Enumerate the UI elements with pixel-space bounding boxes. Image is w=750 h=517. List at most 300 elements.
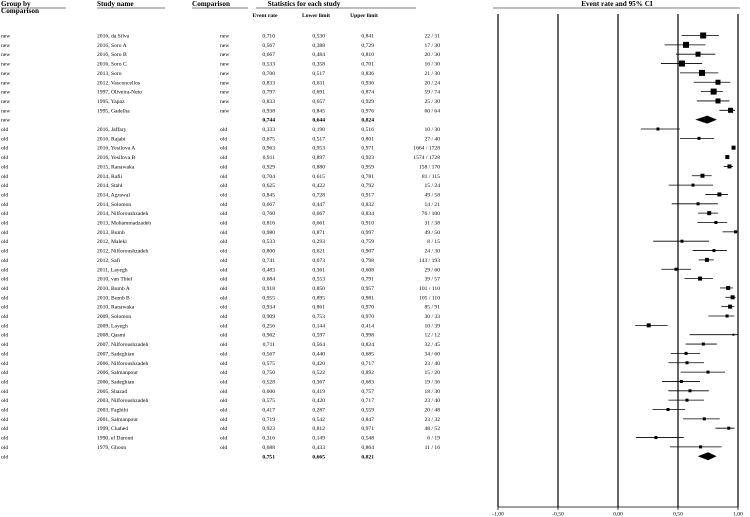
point-estimate xyxy=(699,70,705,76)
row-study-name: 2012, Vasconcellos xyxy=(97,80,141,87)
table-row xyxy=(1,99,440,105)
row-event-rate: 0,980 xyxy=(262,229,275,236)
row-event-rate: 0,704 xyxy=(262,173,275,180)
row-total: 20 / 24 xyxy=(424,80,440,87)
table-row xyxy=(1,126,440,133)
table-row xyxy=(1,183,440,189)
row-event-rate: 0,333 xyxy=(262,127,275,133)
row-lower-limit: 0,484 xyxy=(312,52,325,59)
row-study-name: 1995, Yapaz xyxy=(97,98,125,105)
table-row xyxy=(1,286,440,292)
row-event-rate: 0,528 xyxy=(262,379,275,386)
row-upper-limit: 0,516 xyxy=(361,127,374,133)
row-lower-limit: 0,144 xyxy=(312,323,325,330)
row-group: old xyxy=(1,145,9,152)
row-event-rate: 0,934 xyxy=(262,304,275,311)
row-total: 20 / 30 xyxy=(424,52,440,59)
row-comparison: old xyxy=(220,155,228,162)
row-group: old xyxy=(1,257,9,264)
point-estimate xyxy=(683,42,689,48)
row-group: old xyxy=(1,323,9,330)
row-lower-limit: 0,753 xyxy=(312,314,325,320)
row-upper-limit: 0,683 xyxy=(361,379,374,386)
row-total: 105 / 110 xyxy=(419,295,440,302)
row-lower-limit: 0,517 xyxy=(312,70,325,77)
row-total: 85 / 91 xyxy=(424,304,440,311)
row-event-rate: 0,750 xyxy=(262,370,275,377)
row-group: old xyxy=(1,398,9,405)
row-event-rate: 0,929 xyxy=(262,164,275,171)
row-lower-limit: 0,673 xyxy=(312,257,325,264)
row-event-rate: 0,797 xyxy=(262,89,275,96)
row-event-rate: 0,684 xyxy=(262,276,275,283)
table-row xyxy=(1,43,440,49)
row-lower-limit: 0,420 xyxy=(312,360,325,367)
point-estimate xyxy=(732,146,736,150)
point-estimate xyxy=(703,417,706,420)
row-total: 25 / 30 xyxy=(424,98,440,105)
row-total: 27 / 40 xyxy=(424,136,440,143)
row-total: 20 / 48 xyxy=(424,407,440,414)
point-estimate xyxy=(727,427,730,430)
row-upper-limit: 0,936 xyxy=(361,80,374,87)
row-lower-limit: 0,895 xyxy=(312,295,325,302)
table-rows xyxy=(1,34,440,461)
row-study-name: 2016, Soro B xyxy=(97,52,127,59)
row-comparison: old xyxy=(220,323,228,330)
row-upper-limit: 0,981 xyxy=(361,295,374,302)
point-estimate xyxy=(728,305,732,309)
row-upper-limit: 0,717 xyxy=(361,360,374,367)
row-group: old xyxy=(1,416,9,423)
header-event-rate: Event rate xyxy=(252,13,278,19)
row-lower-limit: 0,691 xyxy=(312,89,325,96)
table-row xyxy=(1,341,440,348)
row-upper-limit: 0,841 xyxy=(361,33,374,40)
row-total: 81 / 115 xyxy=(421,173,440,180)
row-event-rate: 0,711 xyxy=(262,342,275,349)
row-upper-limit: 0,874 xyxy=(361,89,374,96)
row-total: 17 / 30 xyxy=(424,42,440,49)
table-row xyxy=(1,80,440,86)
point-estimate xyxy=(715,80,720,85)
row-study-name: 2010, van Thiel xyxy=(97,276,133,283)
row-group: old xyxy=(1,295,9,302)
x-tick-label: 0,50 xyxy=(673,511,683,517)
row-study-name: 2014, Agrawal xyxy=(97,192,130,199)
table-row xyxy=(1,397,440,404)
row-study-name: 2009, Layegh xyxy=(97,323,128,330)
row-comparison: old xyxy=(220,201,228,208)
row-group: old xyxy=(1,267,9,274)
table-row xyxy=(1,389,440,395)
row-upper-limit: 0,821 xyxy=(361,454,374,461)
point-estimate xyxy=(727,164,731,168)
row-study-name: 2012, Safi xyxy=(97,257,120,264)
row-total: 29 / 60 xyxy=(424,267,440,274)
table-row xyxy=(1,192,440,198)
point-estimate xyxy=(726,315,729,318)
row-comparison: old xyxy=(220,183,228,190)
x-tick-label: 0,00 xyxy=(613,511,623,517)
row-total: 39 / 57 xyxy=(424,276,440,283)
row-group: old xyxy=(1,127,9,133)
row-comparison: new xyxy=(220,80,230,87)
row-group: old xyxy=(1,342,9,349)
table-row xyxy=(1,360,440,367)
row-upper-limit: 0,781 xyxy=(361,173,374,180)
row-study-name: 2008, Qasmi xyxy=(97,332,126,339)
row-lower-limit: 0,433 xyxy=(312,444,325,451)
row-upper-limit: 0,685 xyxy=(361,351,374,358)
row-comparison: old xyxy=(220,229,228,236)
row-lower-limit: 0,615 xyxy=(312,173,325,180)
point-estimate xyxy=(702,343,705,346)
point-estimate xyxy=(700,33,706,39)
row-group: old xyxy=(1,407,9,414)
row-group: old xyxy=(1,211,9,218)
point-estimate xyxy=(692,184,695,187)
row-lower-limit: 0,845 xyxy=(312,108,325,115)
point-estimate xyxy=(725,155,729,159)
row-upper-limit: 0,757 xyxy=(361,388,374,395)
row-comparison: old xyxy=(220,211,228,218)
row-upper-limit: 0,907 xyxy=(361,248,374,255)
row-total: 21 / 30 xyxy=(424,70,440,77)
row-group: old xyxy=(1,220,9,227)
row-upper-limit: 0,910 xyxy=(361,220,374,227)
row-total: 31 / 38 xyxy=(424,220,440,227)
row-lower-limit: 0,388 xyxy=(312,42,325,49)
row-upper-limit: 0,998 xyxy=(361,332,374,339)
row-lower-limit: 0,420 xyxy=(312,398,325,405)
row-study-name: 2001, Salmanpour xyxy=(97,416,139,423)
row-upper-limit: 0,997 xyxy=(361,229,374,236)
row-comparison: old xyxy=(220,351,228,358)
row-lower-limit: 0,440 xyxy=(312,351,325,358)
table-row xyxy=(1,445,440,451)
table-row xyxy=(1,210,440,217)
row-total: 76 / 100 xyxy=(421,211,440,218)
row-comparison: old xyxy=(220,239,228,246)
row-event-rate: 0,575 xyxy=(262,398,275,405)
point-estimate xyxy=(734,230,737,233)
table-row xyxy=(1,71,440,77)
row-total: 22 / 31 xyxy=(424,33,440,40)
row-event-rate: 0,575 xyxy=(262,360,275,367)
row-event-rate: 0,845 xyxy=(262,192,275,199)
row-group: old xyxy=(1,360,9,367)
row-lower-limit: 0,530 xyxy=(312,33,325,40)
row-total: 23 / 32 xyxy=(424,416,440,423)
row-lower-limit: 0,422 xyxy=(312,183,325,190)
row-lower-limit: 0,880 xyxy=(312,164,325,171)
table-row xyxy=(1,379,440,385)
row-study-name: 2012, Nilforoushzadeh xyxy=(97,248,149,255)
row-comparison: old xyxy=(220,379,228,386)
row-event-rate: 0,923 xyxy=(262,426,275,433)
row-lower-limit: 0,149 xyxy=(312,435,325,442)
row-study-name: 2005, Shazad xyxy=(97,388,128,395)
point-estimate xyxy=(732,334,734,336)
row-total: 1664 / 1728 xyxy=(413,145,440,152)
point-estimate xyxy=(728,108,733,113)
point-estimate xyxy=(707,211,711,215)
table-row xyxy=(1,351,440,357)
row-group: old xyxy=(1,426,9,433)
table-row xyxy=(1,202,440,208)
header-upper-limit: Upper limit xyxy=(350,13,378,19)
summary-diamond xyxy=(698,452,717,460)
row-study-name: 2006, Salmanpour xyxy=(97,370,139,377)
row-total: 24 / 30 xyxy=(424,248,440,255)
row-total: 15 / 24 xyxy=(424,183,440,190)
row-lower-limit: 0,542 xyxy=(312,416,325,423)
row-upper-limit: 0,792 xyxy=(361,183,374,190)
row-study-name: 2010, Bumb B xyxy=(97,295,130,302)
row-lower-limit: 0,361 xyxy=(312,267,325,274)
x-tick-label: 1,00 xyxy=(733,511,743,517)
row-lower-limit: 0,667 xyxy=(312,211,325,218)
row-total: 18 / 30 xyxy=(424,388,440,395)
row-total: 49 / 50 xyxy=(424,229,440,236)
table-row xyxy=(1,248,440,255)
row-study-name: 2009, Solomon xyxy=(97,314,132,320)
row-group: new xyxy=(1,117,11,124)
table-row xyxy=(1,34,440,40)
row-event-rate: 0,963 xyxy=(262,145,275,152)
row-event-rate: 0,533 xyxy=(262,239,275,246)
row-upper-limit: 0,414 xyxy=(361,323,374,330)
row-event-rate: 0,710 xyxy=(262,33,275,40)
row-study-name: 2016, da Silva xyxy=(97,33,130,40)
row-upper-limit: 0,824 xyxy=(361,342,374,349)
row-study-name: 2006, Sadeghian xyxy=(97,379,135,386)
row-event-rate: 0,911 xyxy=(262,155,275,162)
table-row xyxy=(1,164,440,170)
row-group: old xyxy=(1,388,9,395)
row-event-rate: 0,600 xyxy=(262,388,275,395)
row-comparison: old xyxy=(220,370,228,377)
row-study-name: 2016, Soro C xyxy=(97,61,127,68)
row-study-name: 1999, Chahed xyxy=(97,426,129,433)
row-lower-limit: 0,447 xyxy=(312,201,325,208)
table-row xyxy=(1,155,440,161)
row-event-rate: 0,667 xyxy=(262,201,275,208)
row-group: new xyxy=(1,52,11,59)
row-total: 14 / 21 xyxy=(424,201,440,208)
x-tick-label: -1,00 xyxy=(492,511,504,517)
row-comparison: old xyxy=(220,257,228,264)
row-group: old xyxy=(1,351,9,358)
row-total: 158 / 170 xyxy=(418,164,440,171)
table-row xyxy=(1,108,440,114)
row-total: 34 / 60 xyxy=(424,351,440,358)
row-study-name: 2016, Yesilova B xyxy=(97,155,136,162)
row-lower-limit: 0,517 xyxy=(312,136,325,143)
row-comparison: old xyxy=(220,276,228,283)
row-group: old xyxy=(1,370,9,377)
row-event-rate: 0,918 xyxy=(262,285,275,292)
row-study-name: 2006, Nilforoushzadeh xyxy=(97,360,149,367)
point-estimate xyxy=(647,323,651,327)
row-total: 1574 / 1728 xyxy=(413,155,440,162)
row-event-rate: 0,955 xyxy=(262,295,275,302)
point-estimate xyxy=(686,399,689,402)
row-total: 48 / 52 xyxy=(424,426,440,433)
row-group: old xyxy=(1,314,9,320)
row-group: old xyxy=(1,192,9,199)
row-lower-limit: 0,419 xyxy=(312,388,325,395)
row-lower-limit: 0,665 xyxy=(312,454,325,461)
plot-marks xyxy=(635,33,737,461)
point-estimate xyxy=(699,445,702,448)
row-event-rate: 0,833 xyxy=(262,98,275,105)
row-total: 60 / 64 xyxy=(424,108,440,115)
row-upper-limit: 0,701 xyxy=(361,61,374,68)
row-group: new xyxy=(1,70,11,77)
row-upper-limit: 0,798 xyxy=(361,257,374,264)
point-estimate xyxy=(685,352,688,355)
row-group: old xyxy=(1,285,9,292)
row-lower-limit: 0,190 xyxy=(312,127,325,133)
point-estimate xyxy=(697,202,700,205)
row-upper-limit: 0,836 xyxy=(361,70,374,77)
row-study-name: 2003, Faghihi xyxy=(97,407,129,414)
row-group: new xyxy=(1,33,11,40)
table-row xyxy=(1,257,440,264)
point-estimate xyxy=(686,361,689,364)
row-comparison: old xyxy=(220,145,228,152)
row-group: old xyxy=(1,444,9,451)
row-lower-limit: 0,597 xyxy=(312,332,325,339)
summary-diamond xyxy=(695,116,717,124)
row-total: 11 / 16 xyxy=(424,444,440,451)
row-upper-limit: 0,717 xyxy=(361,398,374,405)
row-comparison: old xyxy=(220,136,228,143)
table-row xyxy=(1,239,440,245)
table-row xyxy=(1,323,440,329)
row-total: 30 / 33 xyxy=(424,314,440,320)
row-lower-limit: 0,621 xyxy=(312,248,325,255)
row-group: old xyxy=(1,435,9,442)
x-axis xyxy=(492,14,743,517)
row-lower-limit: 0,657 xyxy=(312,98,325,105)
row-upper-limit: 0,847 xyxy=(361,416,374,423)
row-study-name: 2016, Rajabi xyxy=(97,136,126,143)
header-comparison: Comparison xyxy=(192,0,230,8)
row-event-rate: 0,675 xyxy=(262,136,275,143)
x-tick-label: -0,50 xyxy=(552,511,564,517)
row-comparison: new xyxy=(220,98,230,105)
table-row xyxy=(1,426,440,432)
point-estimate xyxy=(696,52,701,57)
row-lower-limit: 0,631 xyxy=(312,80,325,87)
row-lower-limit: 0,644 xyxy=(312,117,325,124)
table-row xyxy=(1,62,440,68)
row-lower-limit: 0,812 xyxy=(312,426,325,433)
row-lower-limit: 0,953 xyxy=(312,145,325,152)
point-estimate xyxy=(731,295,735,299)
row-group: new xyxy=(1,108,11,115)
row-event-rate: 0,909 xyxy=(262,314,275,320)
row-total: 16 / 30 xyxy=(424,61,440,68)
table-row xyxy=(1,90,440,96)
row-group: new xyxy=(1,80,11,87)
header-lower-limit: Lower limit xyxy=(301,13,331,19)
row-lower-limit: 0,293 xyxy=(312,239,325,246)
row-group: old xyxy=(1,155,9,162)
row-comparison: new xyxy=(220,42,230,49)
row-study-name: 2014, Solomon xyxy=(97,201,132,208)
point-estimate xyxy=(713,249,716,252)
table-row xyxy=(1,314,440,320)
row-study-name: 2014, Nilforoushzadeh xyxy=(97,211,149,218)
row-upper-limit: 0,970 xyxy=(361,314,374,320)
row-event-rate: 0,744 xyxy=(262,117,275,124)
point-estimate xyxy=(705,258,709,262)
row-study-name: 2014, Rafii xyxy=(97,173,123,180)
row-lower-limit: 0,871 xyxy=(312,229,325,236)
row-comparison: old xyxy=(220,127,228,133)
row-event-rate: 0,533 xyxy=(262,61,275,68)
table-row xyxy=(1,295,440,301)
row-comparison: old xyxy=(220,267,228,274)
row-total: 49 / 58 xyxy=(424,192,440,199)
row-total: 59 / 74 xyxy=(424,89,440,96)
row-comparison: old xyxy=(220,416,228,423)
row-lower-limit: 0,850 xyxy=(312,285,325,292)
row-study-name: 2003, Nilforoushzadeh xyxy=(97,398,149,405)
row-event-rate: 0,567 xyxy=(262,42,275,49)
row-comparison: new xyxy=(220,108,230,115)
row-event-rate: 0,667 xyxy=(262,52,275,59)
row-study-name: 2016, Soro A xyxy=(97,42,127,49)
row-total: 101 / 110 xyxy=(419,285,440,292)
row-comparison: old xyxy=(220,426,228,433)
row-study-name: 1997, Oliveira-Neto xyxy=(97,89,143,96)
header-group-by: Group by xyxy=(1,0,31,8)
row-study-name: 2012, Maleki xyxy=(97,239,127,246)
row-study-name: 2013, Bumb xyxy=(97,229,125,236)
row-upper-limit: 0,959 xyxy=(361,164,374,171)
row-group: new xyxy=(1,98,11,105)
point-estimate xyxy=(689,389,692,392)
table-row xyxy=(1,146,440,152)
row-comparison: new xyxy=(220,61,230,68)
row-comparison: new xyxy=(220,70,230,77)
row-group: old xyxy=(1,332,9,339)
row-total: 6 / 19 xyxy=(427,435,440,442)
row-lower-limit: 0,861 xyxy=(312,304,325,311)
row-comparison: old xyxy=(220,192,228,199)
point-estimate xyxy=(667,408,670,411)
row-group: old xyxy=(1,239,9,246)
row-upper-limit: 0,929 xyxy=(361,98,374,105)
row-upper-limit: 0,970 xyxy=(361,304,374,311)
row-group: old xyxy=(1,304,9,311)
row-group: old xyxy=(1,136,9,143)
row-study-name: 2013, Soro xyxy=(97,70,122,77)
row-comparison: old xyxy=(220,332,228,339)
row-event-rate: 0,833 xyxy=(262,80,275,87)
row-upper-limit: 0,729 xyxy=(361,42,374,49)
table-row xyxy=(1,408,440,414)
point-estimate xyxy=(680,240,683,243)
row-group: old xyxy=(1,173,9,180)
row-event-rate: 0,688 xyxy=(262,444,275,451)
point-estimate xyxy=(698,277,702,281)
